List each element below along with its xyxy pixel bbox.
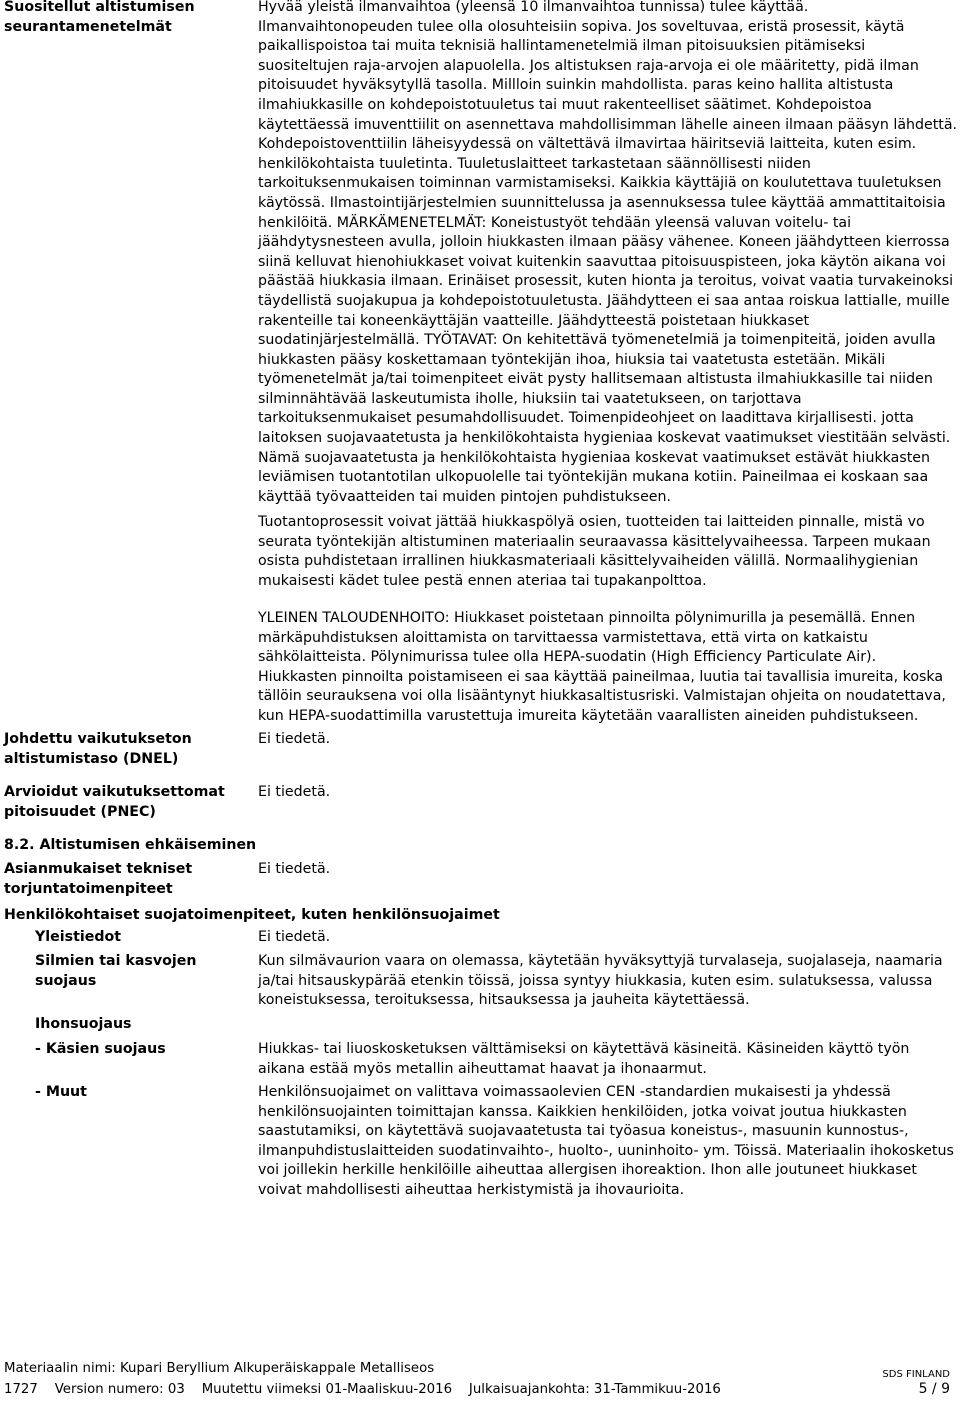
section-heading-ppe: Henkilökohtaiset suojatoimenpiteet, kuten henkilönsuojaimet (4, 907, 500, 923)
label-hand-protection: - Käsien suojaus (35, 1041, 166, 1057)
monitoring-text-block (258, 0, 958, 507)
monitoring-paragraph-production: Tuotantoprosessit voivat jättää hiukkaspölyä osien, tuotteiden tai laitteiden pinnalle, mistä vo seurata työntekijän altistuminen materiaalin seuraavassa käsittelyvaiheessa. Tarpeen mukaan osista puhdistetaan irrallinen hiukkasmateriaali käsittelyvaiheiden välillä. Normaalihygienian mukaisesti kädet tulee pestä ennen ateriaa tai tupakanpolttoa. (258, 514, 931, 589)
label-engineering-controls: Asianmukaiset tekniset torjuntatoimenpiteet (4, 861, 193, 897)
monitoring-text-block-2 (258, 513, 958, 591)
label-other-protection: - Muut (35, 1084, 87, 1100)
footer-sds-label: SDS FINLAND (882, 1369, 950, 1380)
section-heading-8-2: 8.2. Altistumisen ehkäiseminen (4, 837, 257, 853)
value-pnec: Ei tiedetä. (258, 784, 331, 800)
label-eye-face-protection: Silmien tai kasvojen suojaus (35, 953, 197, 989)
monitoring-paragraph-main: Hyvää yleistä ilmanvaihtoa (yleensä 10 ilmanvaihtoa tunnissa) tulee käyttää. Ilmanvaihtonopeuden tulee olla olosuhteisiin sopiva. Jos soveltuvaa, eristä prosessit, käytä paikallispoistoa tai muita teknisiä hallintamenetelmiä ilman pitoisuuksien pitämiseksi suositeltujen raja-arvojen alapuolella. Jos altistuksen raja-arvoja ei ole määritetty, pidä ilman pitoisuudet hyväksytyllä tasolla. Millloin suinkin mahdollista. paras keino hallita altistusta ilmahiukkasille on kohdepoistotuuletus tai muut rakenteelliset säätimet. Kohdepoistoa käytettäessä imuventtiilit on asennettava mahdollisimman lähelle aineen ilmaan pääsyn lähdettä. Kohdepoistoventtiilin läheisyydessä on vältettävä ilmavirtaa häiritseviä laitteita, kuten esim. henkilökohtaista tuuletinta. Tuuletuslaitteet tarkastetaan säännöllisesti niiden tarkoituksenmukaisen toiminnan varmistamiseksi. Kaikkia käyttäjiä on koulutettava tuuletuksen käytössä. Ilmastointijärjestelmien suunnittelussa ja asennuksessa tulee käyttää ammattitaitoisia henkilöitä. MÄRKÄMENETELMÄT: Koneistustyöt tehdään yleensä valuvan voitelu- tai jäähdytysnesteen avulla, jolloin hiukkasten ilmaan pääsy vähenee. Koneen jäähdytteen kierrossa siinä kelluvat hienohiukkaset voivat kuitenkin saavuttaa pitoisuuspisteen, joka käytön aikana voi päästää hiukkasia ilmaan. Erinäiset prosessit, kuten hionta ja teroitus, voivat vaatia turvakeinoksi täydellistä suojakupua ja kohdepoistotuuletusta. Jäähdytteen ei saa antaa roiskua lattialle, muille rakenteille tai koneenkäyttäjän vaatteille. Jäähdytteestä poistetaan hiukkaset suodatinjärjestelmällä. TYÖTAVAT: On kehitettävä työmenetelmiä ja toimenpiteitä, joiden avulla hiukkasten pääsy koskettamaan työntekijän ihoa, hiuksia tai vaatetusta estetään. Mikäli työmenetelmät ja/tai toimenpiteet eivät pysty hallitsemaan altistusta ilmahiukkasille tai niiden silminnähtävää laskeutumista iholle, hiuksiin tai vaatetukseen, on tarjottava tarkoituksenmukaiset pesumahdollisuudet. Toimenpideohjeet on laadittava kirjallisesti. jotta laitoksen suojavaatetusta ja henkilökohtaista hygieniaa koskevat vaatimukset viestitään selvästi. Nämä suojavaatetusta ja henkilökohtaista hygieniaa koskevat vaatimukset estävät hiukkasten leviämisen tuotantotilan ulkopuolelle tai työntekijän mukana kotiin. Paineilmaa ei koskaan saa käyttää työvaatteiden tai muiden pintojen puhdistukseen. (258, 0, 958, 505)
footer-page-number: 5 / 9 (918, 1381, 950, 1397)
footer-material-name: Materiaalin nimi: Kupari Beryllium Alkuperäiskappale Metalliseos (4, 1361, 435, 1376)
value-eye-face-protection: Kun silmävaurion vaara on olemassa, käytetään hyväksyttyjä turvalaseja, suojalaseja, naamaria ja/tai hitsauskypärää etenkin töissä, joissa syntyy hiukkasia, kuten esim. sulatuksessa, valussa koneistuksessa, teroituksessa, hitsauksessa ja jauheita käytettäessä. (258, 953, 943, 1009)
value-hand-protection: Hiukkas- tai liuoskosketuksen välttämiseksi on käytettävä käsineitä. Käsineiden käyttö työn aikana estää myös metallin aiheuttamat haavat ja ihonaarmut. (258, 1041, 910, 1077)
value-general-info: Ei tiedetä. (258, 929, 331, 945)
value-other-protection: Henkilönsuojaimet on valittava voimassaolevien CEN -standardien mukaisesti ja yhdessä henkilönsuojainten toimittajan kanssa. Kaikkien henkilöiden, jotka voivat joutua hiukkasten saastutamiksi, on käytettävä suojavaatetusta tai työasua koneistus-, masuunin kunnostus-, ilmanpuhdistuslaitteiden suodatinvaihto-, huolto-, uuninhoito- ym. Töissä. Materiaalin ihokosketus voi joillekin herkille henkilöille aiheuttaa allergisen ihoreaktion. Ihon alle joutuneet hiukkaset voivat mahdollisesti aiheuttaa herkistymistä ja ihovaurioita. (258, 1084, 954, 1198)
value-dnel: Ei tiedetä. (258, 731, 331, 747)
monitoring-paragraph-housekeeping: YLEINEN TALOUDENHOITO: Hiukkaset poistetaan pinnoilta pölynimurilla ja pesemällä. Ennen märkäpuhdistuksen aloittamista on tarvittaessa varmistettava, että virta on katkaistu sähkölaitteista. Pölynimurissa tulee olla HEPA-suodatin (High Efficiency Particulate Air). Hiukkasten pinnoilta poistamiseen ei saa käyttää paineilmaa, luutia tai tavallisia imureita, koska tällöin seurauksena voi olla lisääntynyt hiukkasaltistusriski. Valmistajan ohjeita on noudatettava, kun HEPA-suodattimilla varustettuja imureita käytetään vaarallisten aineiden puhdistukseen. (258, 610, 946, 724)
label-pnec: Arvioidut vaikutuksettomat pitoisuudet (PNEC) (4, 784, 225, 820)
label-general-info: Yleistiedot (35, 929, 122, 945)
label-monitoring-methods: Suositellut altistumisen seurantamenetelmät (4, 0, 195, 35)
label-dnel: Johdettu vaikutukseton altistumistaso (DNEL) (4, 731, 192, 767)
label-skin-protection: Ihonsuojaus (35, 1016, 132, 1032)
value-engineering-controls: Ei tiedetä. (258, 861, 331, 877)
footer-version-info: 1727 Version numero: 03 Muutettu viimeksi 01-Maaliskuu-2016 Julkaisuajankohta: 31-Tammikuu-2016 (4, 1382, 721, 1397)
monitoring-text-block-3 (258, 609, 958, 727)
